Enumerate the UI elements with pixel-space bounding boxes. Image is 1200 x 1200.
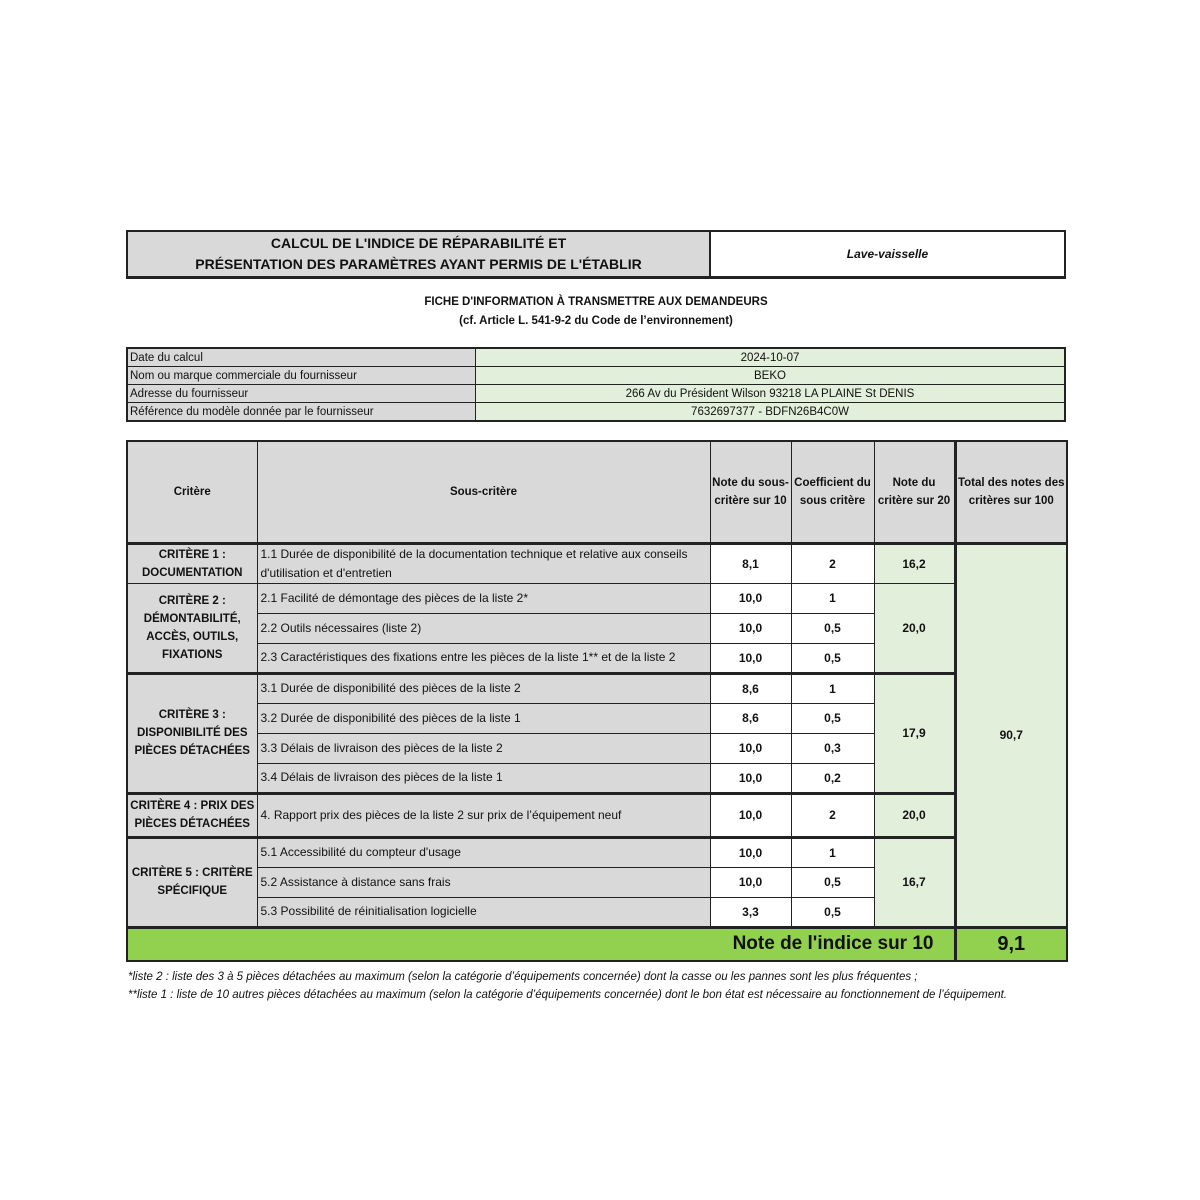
header-sous-critere: Sous-critère — [257, 441, 710, 543]
info-row — [127, 367, 1065, 385]
sub-note: 10,0 — [710, 613, 791, 643]
info-label: Date du calcul — [127, 348, 476, 367]
sub-critere: 4. Rapport prix des pièces de la liste 2 sur prix de l’équipement neuf — [257, 793, 710, 837]
sub-note: 10,0 — [710, 643, 791, 673]
critere-2-label: CRITÈRE 2 : DÉMONTABILITÉ, ACCÈS, OUTILS, FIXATIONS — [127, 583, 257, 673]
sub-coef: 0,5 — [791, 897, 874, 927]
sub-critere: 3.1 Durée de disponibilité des pièces de la liste 2 — [257, 673, 710, 703]
sub-note: 10,0 — [710, 583, 791, 613]
table-row — [127, 673, 1067, 703]
fiche-heading — [126, 293, 1066, 331]
sub-note: 10,0 — [710, 733, 791, 763]
info-value: BEKO — [476, 367, 1066, 385]
header-coefficient: Coefficient du sous critère — [791, 441, 874, 543]
sub-critere: 5.3 Possibilité de réinitialisation logicielle — [257, 897, 710, 927]
equipment-category: Lave-vaisselle — [709, 230, 1066, 279]
footnotes — [128, 968, 1068, 1004]
final-row — [127, 927, 1067, 961]
critere-1-note: 16,2 — [874, 543, 955, 583]
document-title — [126, 230, 711, 279]
sub-coef: 0,5 — [791, 867, 874, 897]
sub-coef: 1 — [791, 673, 874, 703]
footnote-liste-1: **liste 1 : liste de 10 autres pièces détachées au maximum (selon la catégorie d’équipements concernée) dont le bon état est nécessaire au fonctionnement de l’équipement. — [128, 989, 1007, 1001]
critere-4-label: CRITÈRE 4 : PRIX DES PIÈCES DÉTACHÉES — [127, 793, 257, 837]
critere-3-label: CRITÈRE 3 : DISPONIBILITÉ DES PIÈCES DÉTACHÉES — [127, 673, 257, 793]
info-row — [127, 348, 1065, 367]
critere-5-note: 16,7 — [874, 837, 955, 927]
info-row — [127, 403, 1065, 422]
table-row — [127, 543, 1067, 583]
fiche-line-1: FICHE D'INFORMATION À TRANSMETTRE AUX DEMANDEURS — [424, 296, 768, 308]
critere-5-label: CRITÈRE 5 : CRITÈRE SPÉCIFIQUE — [127, 837, 257, 927]
info-row — [127, 385, 1065, 403]
title-line-1: CALCUL DE L'INDICE DE RÉPARABILITÉ ET — [270, 235, 567, 251]
total-score: 90,7 — [955, 543, 1067, 927]
sub-note: 10,0 — [710, 837, 791, 867]
sub-note: 8,6 — [710, 703, 791, 733]
header-total: Total des notes des critères sur 100 — [955, 441, 1067, 543]
table-row — [127, 793, 1067, 837]
sub-note: 10,0 — [710, 793, 791, 837]
sub-critere: 2.2 Outils nécessaires (liste 2) — [257, 613, 710, 643]
footnote-liste-2: *liste 2 : liste des 3 à 5 pièces détachées au maximum (selon la catégorie d’équipements concernée) dont la casse ou les pannes sont les plus fréquentes ; — [128, 971, 918, 983]
critere-1-label: CRITÈRE 1 : DOCUMENTATION — [127, 543, 257, 583]
repairability-table — [126, 440, 1068, 962]
critere-3-note: 17,9 — [874, 673, 955, 793]
info-label: Référence du modèle donnée par le fournisseur — [127, 403, 476, 422]
sub-coef: 0,5 — [791, 643, 874, 673]
info-value: 266 Av du Président Wilson 93218 LA PLAINE St DENIS — [476, 385, 1066, 403]
sub-note: 10,0 — [710, 867, 791, 897]
sub-critere: 2.3 Caractéristiques des fixations entre les pièces de la liste 1** et de la liste 2 — [257, 643, 710, 673]
sub-coef: 0,3 — [791, 733, 874, 763]
info-label: Adresse du fournisseur — [127, 385, 476, 403]
sub-critere: 2.1 Facilité de démontage des pièces de la liste 2* — [257, 583, 710, 613]
sub-coef: 1 — [791, 583, 874, 613]
sub-note: 10,0 — [710, 763, 791, 793]
fiche-line-2: (cf. Article L. 541-9-2 du Code de l’environnement) — [459, 315, 733, 327]
sub-coef: 0,5 — [791, 613, 874, 643]
sub-coef: 2 — [791, 543, 874, 583]
info-value: 7632697377 - BDFN26B4C0W — [476, 403, 1066, 422]
sub-critere: 3.3 Délais de livraison des pièces de la liste 2 — [257, 733, 710, 763]
sub-critere: 3.4 Délais de livraison des pièces de la liste 1 — [257, 763, 710, 793]
final-label: Note de l'indice sur 10 — [127, 927, 955, 961]
sub-note: 8,1 — [710, 543, 791, 583]
critere-4-note: 20,0 — [874, 793, 955, 837]
table-row — [127, 583, 1067, 613]
header-row — [127, 441, 1067, 543]
sub-coef: 1 — [791, 837, 874, 867]
sub-note: 8,6 — [710, 673, 791, 703]
sub-critere: 3.2 Durée de disponibilité des pièces de la liste 1 — [257, 703, 710, 733]
header-critere: Critère — [127, 441, 257, 543]
header-note-sous-critere: Note du sous-critère sur 10 — [710, 441, 791, 543]
sub-note: 3,3 — [710, 897, 791, 927]
sub-critere: 1.1 Durée de disponibilité de la documentation technique et relative aux conseils d'utilisation et d'entretien — [257, 543, 710, 583]
table-row — [127, 837, 1067, 867]
sub-critere: 5.1 Accessibilité du compteur d'usage — [257, 837, 710, 867]
final-score: 9,1 — [955, 927, 1067, 961]
info-value: 2024-10-07 — [476, 348, 1066, 367]
sub-coef: 0,2 — [791, 763, 874, 793]
header-note-critere: Note du critère sur 20 — [874, 441, 955, 543]
title-line-2: PRÉSENTATION DES PARAMÈTRES AYANT PERMIS DE L'ÉTABLIR — [195, 256, 642, 272]
supplier-info-table — [126, 347, 1066, 422]
sub-coef: 2 — [791, 793, 874, 837]
critere-2-note: 20,0 — [874, 583, 955, 673]
sub-critere: 5.2 Assistance à distance sans frais — [257, 867, 710, 897]
info-label: Nom ou marque commerciale du fournisseur — [127, 367, 476, 385]
sub-coef: 0,5 — [791, 703, 874, 733]
